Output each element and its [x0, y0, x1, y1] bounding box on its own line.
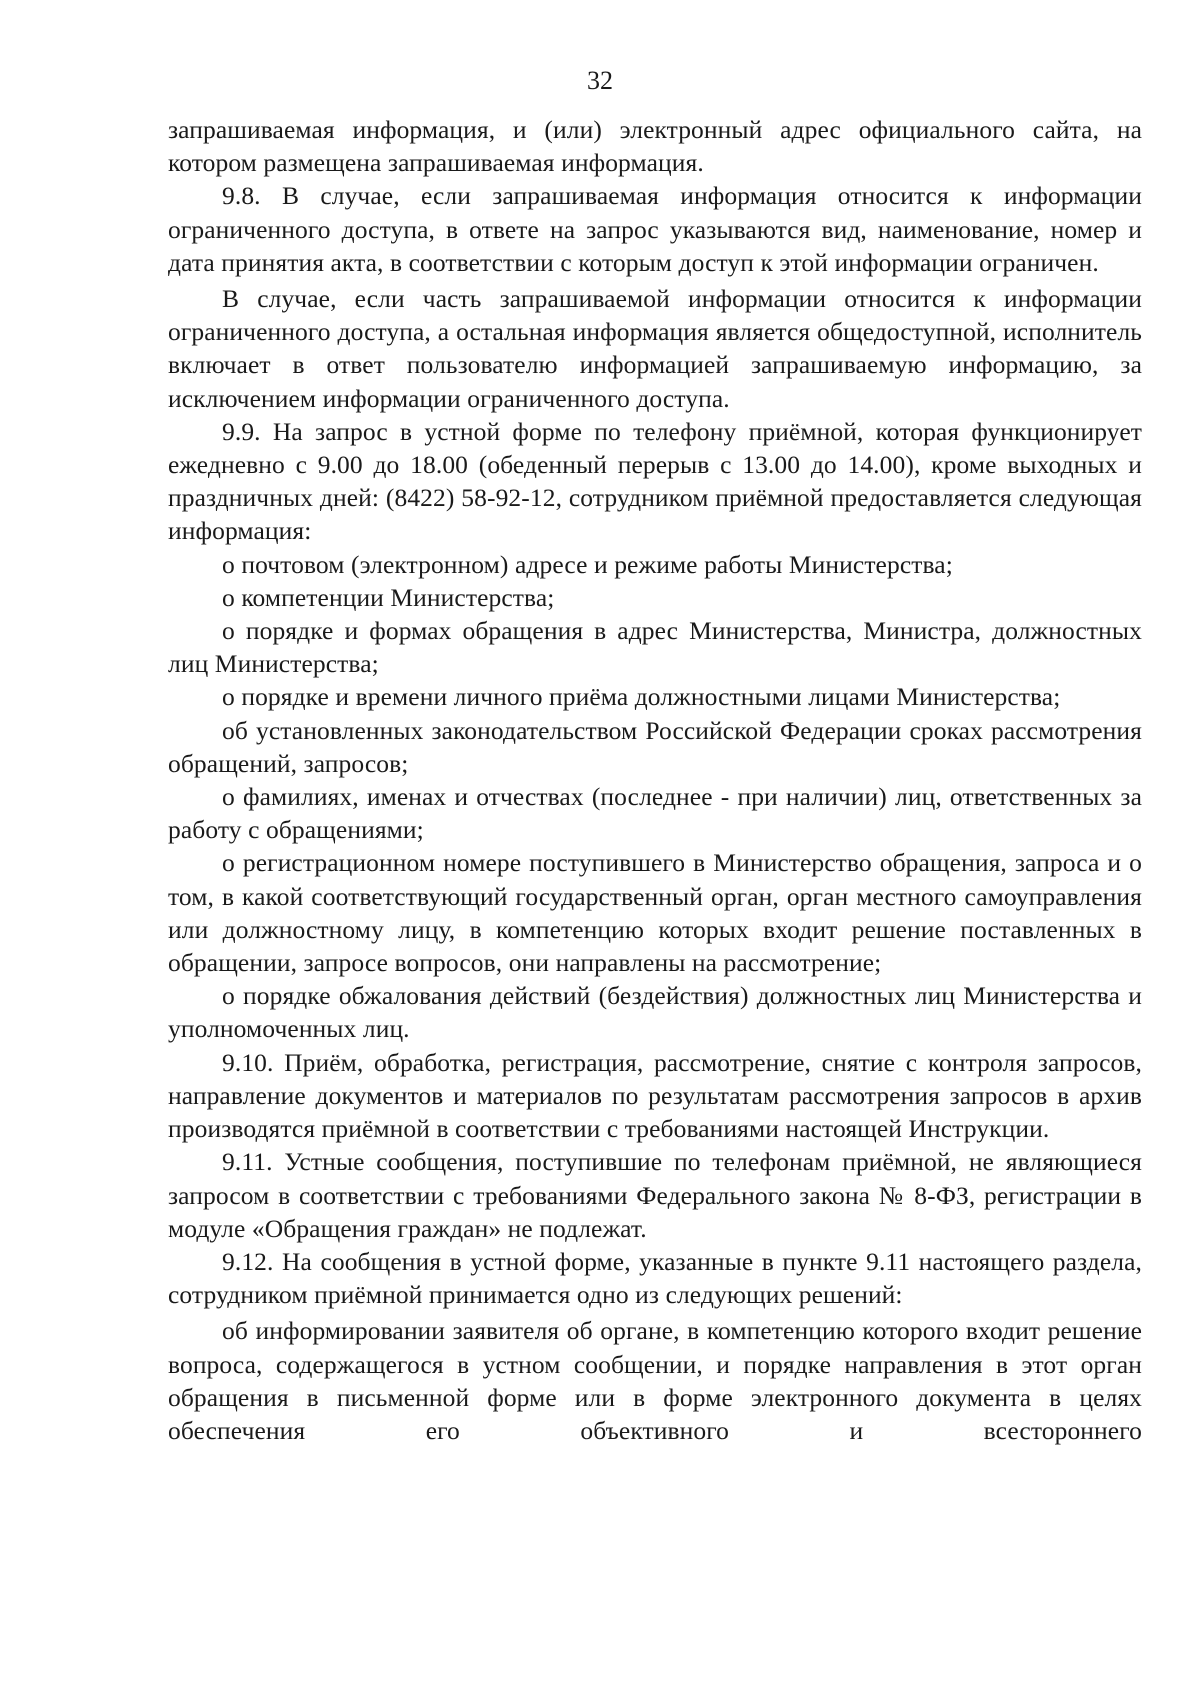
- list-item-reception-time: о порядке и времени личного приёма должностными лицами Министерства;: [222, 682, 1061, 712]
- paragraph-informing-applicant: об информировании заявителя об органе, в компетенцию которого входит решение вопроса, содержащегося в устном сообщении, и порядке направления в этот орган обращения в письменной форме или в форме электронного документа в целях обеспечения его объективного и всестороннего: [168, 1316, 1142, 1445]
- paragraph-partial-restricted: В случае, если часть запрашиваемой информации относится к информации ограниченного доступа, а остальная информация является общедоступной, исполнитель включает в ответ пользователю информацией запрашиваемую информацию, за исключением информации ограниченного доступа.: [168, 284, 1142, 413]
- paragraph-9-12: 9.12. На сообщения в устной форме, указанные в пункте 9.11 настоящего раздела, сотрудником приёмной принимается одно из следующих решений:: [168, 1246, 1142, 1310]
- paragraph-9-9: 9.9. На запрос в устной форме по телефону приёмной, которая функционирует ежедневно с 9.00 до 18.00 (обеденный перерыв с 13.00 до 14.00), кроме выходных и праздничных дней: (8422) 58-92-12, сотрудником приёмной предоставляется следующая информация:: [168, 416, 1142, 546]
- list-item-responsible-persons: о фамилиях, именах и отчествах (последнее - при наличии) лиц, ответственных за работу с обращениями;: [168, 782, 1142, 845]
- list-item-competence: о компетенции Министерства;: [222, 582, 555, 612]
- paragraph-9-11: 9.11. Устные сообщения, поступившие по телефонам приёмной, не являющиеся запросом в соответствии с требованиями Федерального закона № 8-ФЗ, регистрации в модуле «Обращения граждан» не подлежат.: [168, 1147, 1142, 1243]
- paragraph-continuation: запрашиваемая информация, и (или) электронный адрес официального сайта, на котором размещена запрашиваемая информация.: [168, 115, 1142, 178]
- paragraph-9-10: 9.10. Приём, обработка, регистрация, рассмотрение, снятие с контроля запросов, направление документов и материалов по результатам рассмотрения запросов в архив производятся приёмной в соответствии с требованиями настоящей Инструкции.: [168, 1047, 1142, 1144]
- list-item-registration-number: о регистрационном номере поступившего в Министерство обращения, запроса и о том, в какой соответствующий государственный орган, орган местного самоуправления или должностному лицу, в компетенцию которых входит решение поставленных в обращении, запросе вопросов, они направлены на рассмотрение;: [168, 848, 1142, 978]
- list-item-appeal-actions: о порядке обжалования действий (бездействия) должностных лиц Министерства и уполномоченных лиц.: [168, 981, 1142, 1044]
- list-item-postal-address: о почтовом (электронном) адресе и режиме работы Министерства;: [222, 549, 953, 579]
- page-number: 32: [587, 66, 613, 95]
- list-item-deadlines: об установленных законодательством Российской Федерации сроках рассмотрения обращений, запросов;: [168, 715, 1142, 778]
- list-item-appeal-procedure: о порядке и формах обращения в адрес Министерства, Министра, должностных лиц Министерства;: [168, 616, 1142, 679]
- document-body: [168, 113, 1142, 1447]
- paragraph-9-8: 9.8. В случае, если запрашиваемая информация относится к информации ограниченного доступа, в ответе на запрос указываются вид, наименование, номер и дата принятия акта, в соответствии с которым доступ к этой информации ограничен.: [168, 181, 1142, 277]
